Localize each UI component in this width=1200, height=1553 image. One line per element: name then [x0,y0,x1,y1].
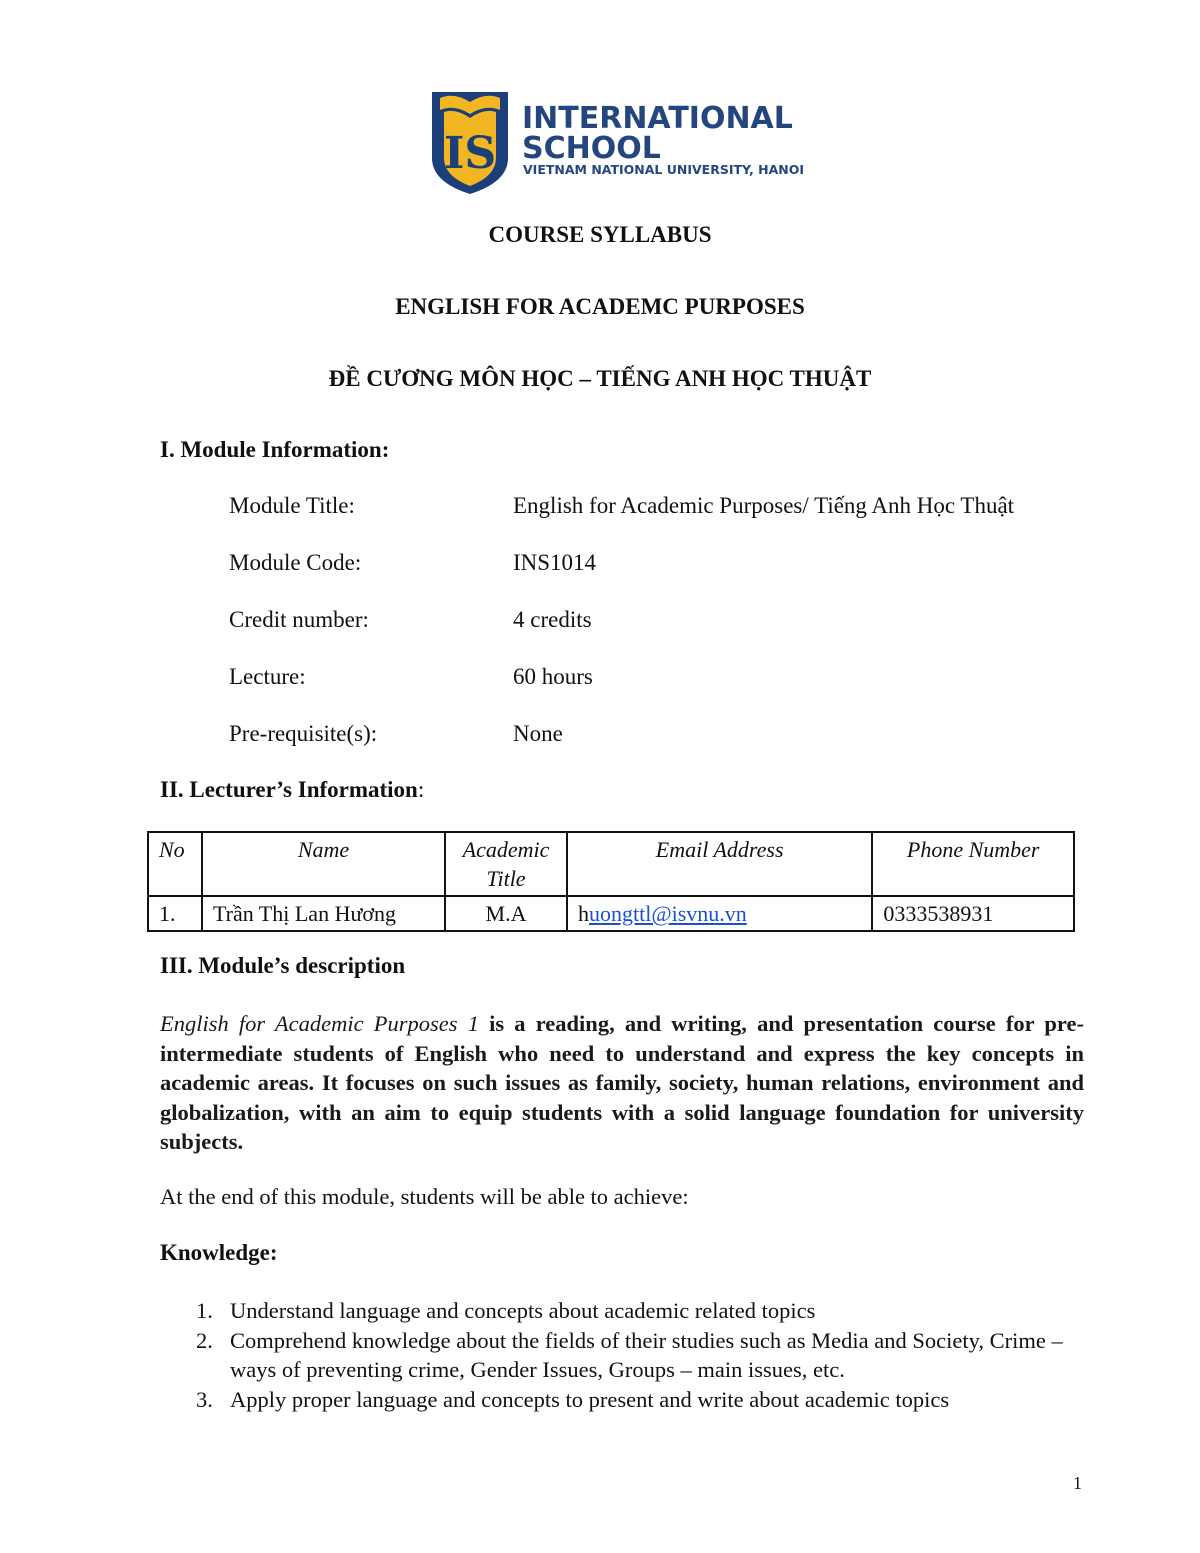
section-heading-module-info: I. Module Information: [160,437,390,462]
lecture-value: 60 hours [513,664,593,689]
course-title-english: ENGLISH FOR ACADEMC PURPOSES [395,294,805,319]
svg-text:IS: IS [443,128,497,179]
column-header-no: No [148,832,202,896]
list-item-text: Apply proper language and concepts to present and write about academic topics [230,1386,950,1412]
module-description-paragraph [160,1009,1084,1157]
prerequisite-label: Pre-requisite(s): [229,721,378,746]
lecturer-email-cell [567,896,872,931]
description-course-name: English for Academic Purposes 1 [160,1011,479,1036]
knowledge-list [160,1296,1090,1414]
achieve-intro: At the end of this module, students will be able to achieve: [160,1184,689,1209]
svg-text:VIETNAM NATIONAL UNIVERSITY, H: VIETNAM NATIONAL UNIVERSITY, HANOI [523,162,804,177]
knowledge-heading: Knowledge: [160,1240,278,1265]
table-row [148,896,1074,931]
lecture-label: Lecture: [229,664,306,689]
section-heading-text: II. Lecturer’s Information [160,777,418,802]
section-heading-colon: : [417,777,425,802]
lecturer-table [147,831,1075,932]
table-header-row [148,832,1074,896]
credit-number-label: Credit number: [229,607,369,632]
prerequisite-value: None [513,721,563,746]
credit-number-value: 4 credits [513,607,592,632]
section-heading-lecturer-info [160,777,424,803]
lecturer-email-link[interactable]: uongttl@isvnu.vn [588,901,747,926]
section-heading-module-description: III. Module’s description [160,953,406,978]
column-header-phone: Phone Number [872,832,1074,896]
list-item-number: 3. [196,1386,213,1412]
lecturer-name: Trần Thị Lan Hương [202,896,445,931]
list-item-number: 1. [196,1298,213,1323]
school-crest-icon [430,88,822,196]
email-prefix: h [577,901,589,926]
school-logo [430,88,822,196]
page-number: 1 [1073,1473,1082,1493]
description-body: is a reading, and writing, and presentation course for pre-intermediate students of English who need to understand and express the key concepts in academic areas. It focuses on such issues as family, society, human relations, environment and globalization, with an aim to equip students with a solid language foundation for university subjects. [160,1011,1084,1154]
list-item [160,1296,1090,1326]
module-code-label: Module Code: [229,550,362,575]
course-title-vietnamese: ĐỀ CƯƠNG MÔN HỌC – TIẾNG ANH HỌC THUẬT [328,366,872,391]
column-header-academic-title: Academic Title [445,832,567,896]
module-title-label: Module Title: [229,493,355,518]
column-header-name: Name [202,832,445,896]
lecturer-academic-title: M.A [445,896,567,931]
list-item-text: Comprehend knowledge about the fields of their studies such as Media and Society, Crime – ways of preventing crime, Gender Issues, Groups – main issues, etc. [230,1327,1063,1382]
document-title: COURSE SYLLABUS [488,222,712,247]
lecturer-phone: 0333538931 [872,896,1074,931]
module-title-value: English for Academic Purposes/ Tiếng Anh Học Thuật [513,493,1015,518]
list-item [160,1385,1090,1415]
column-header-email: Email Address [567,832,872,896]
lecturer-no: 1. [148,896,202,931]
list-item [160,1326,1090,1385]
list-item-text: Understand language and concepts about academic related topics [230,1298,816,1323]
list-item-number: 2. [196,1327,213,1353]
svg-text:SCHOOL: SCHOOL [522,131,661,166]
module-code-value: INS1014 [513,550,597,575]
svg-text:INTERNATIONAL: INTERNATIONAL [522,101,793,136]
